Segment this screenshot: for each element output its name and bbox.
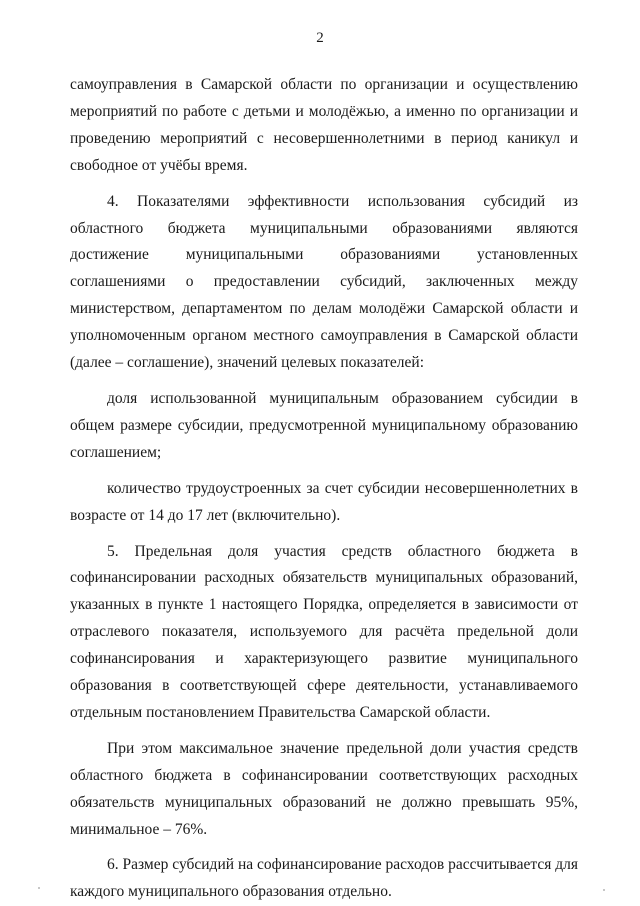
paragraph-max-share: При этом максимальное значение предельной доли участия средств областного бюджета в софинансировании соответствующих расходных обязательств муниципальных образований не должно превышать 95%, минимальное – 76%. (70, 739, 578, 838)
paragraph-continuation: самоуправления в Самарской области по организации и осуществлению мероприятий по работе с детьми и молодёжью, а именно по организации и проведению мероприятий с несовершеннолетними в период каникул и свободное от учёбы время. (70, 76, 578, 174)
scan-speck (38, 887, 40, 889)
paragraph-item-5: 5. Предельная доля участия средств областного бюджета в софинансировании расходных обязательств муниципальных образований, указанных в пункте 1 настоящего Порядка, определяется в зависимости от отраслевого показателя, используемого для расчёта предельной доли софинансирования и характеризующего развитие муниципального образования в соответствующей сфере деятельности, устанавливаемого отдельным постановлением Правительства Самарской области. (70, 542, 578, 721)
document-body (70, 72, 578, 906)
page-number: 2 (316, 30, 324, 46)
paragraph-indicator-employment: количество трудоустроенных за счет субсидии несовершеннолетних в возрасте от 14 до 17 лет (включительно). (70, 479, 578, 524)
scan-speck (603, 889, 605, 891)
paragraph-indicator-share: доля использованной муниципальным образованием субсидии в общем размере субсидии, предусмотренной муниципальному образованию соглашением; (70, 389, 578, 461)
paragraph-item-4: 4. Показателями эффективности использования субсидий из областного бюджета муниципальными образованиями являются достижение муниципальными образованиями установленных соглашениями о предоставлении субсидий, заключенных между министерством, департаментом по делам молодёжи Самарской области и уполномоченным органом местного самоуправления в Самарской области (далее – соглашение), значений целевых показателей: (70, 192, 578, 372)
paragraph-item-6: 6. Размер субсидий на софинансирование расходов рассчитывается для каждого муниципального образования отдельно. (70, 856, 578, 901)
